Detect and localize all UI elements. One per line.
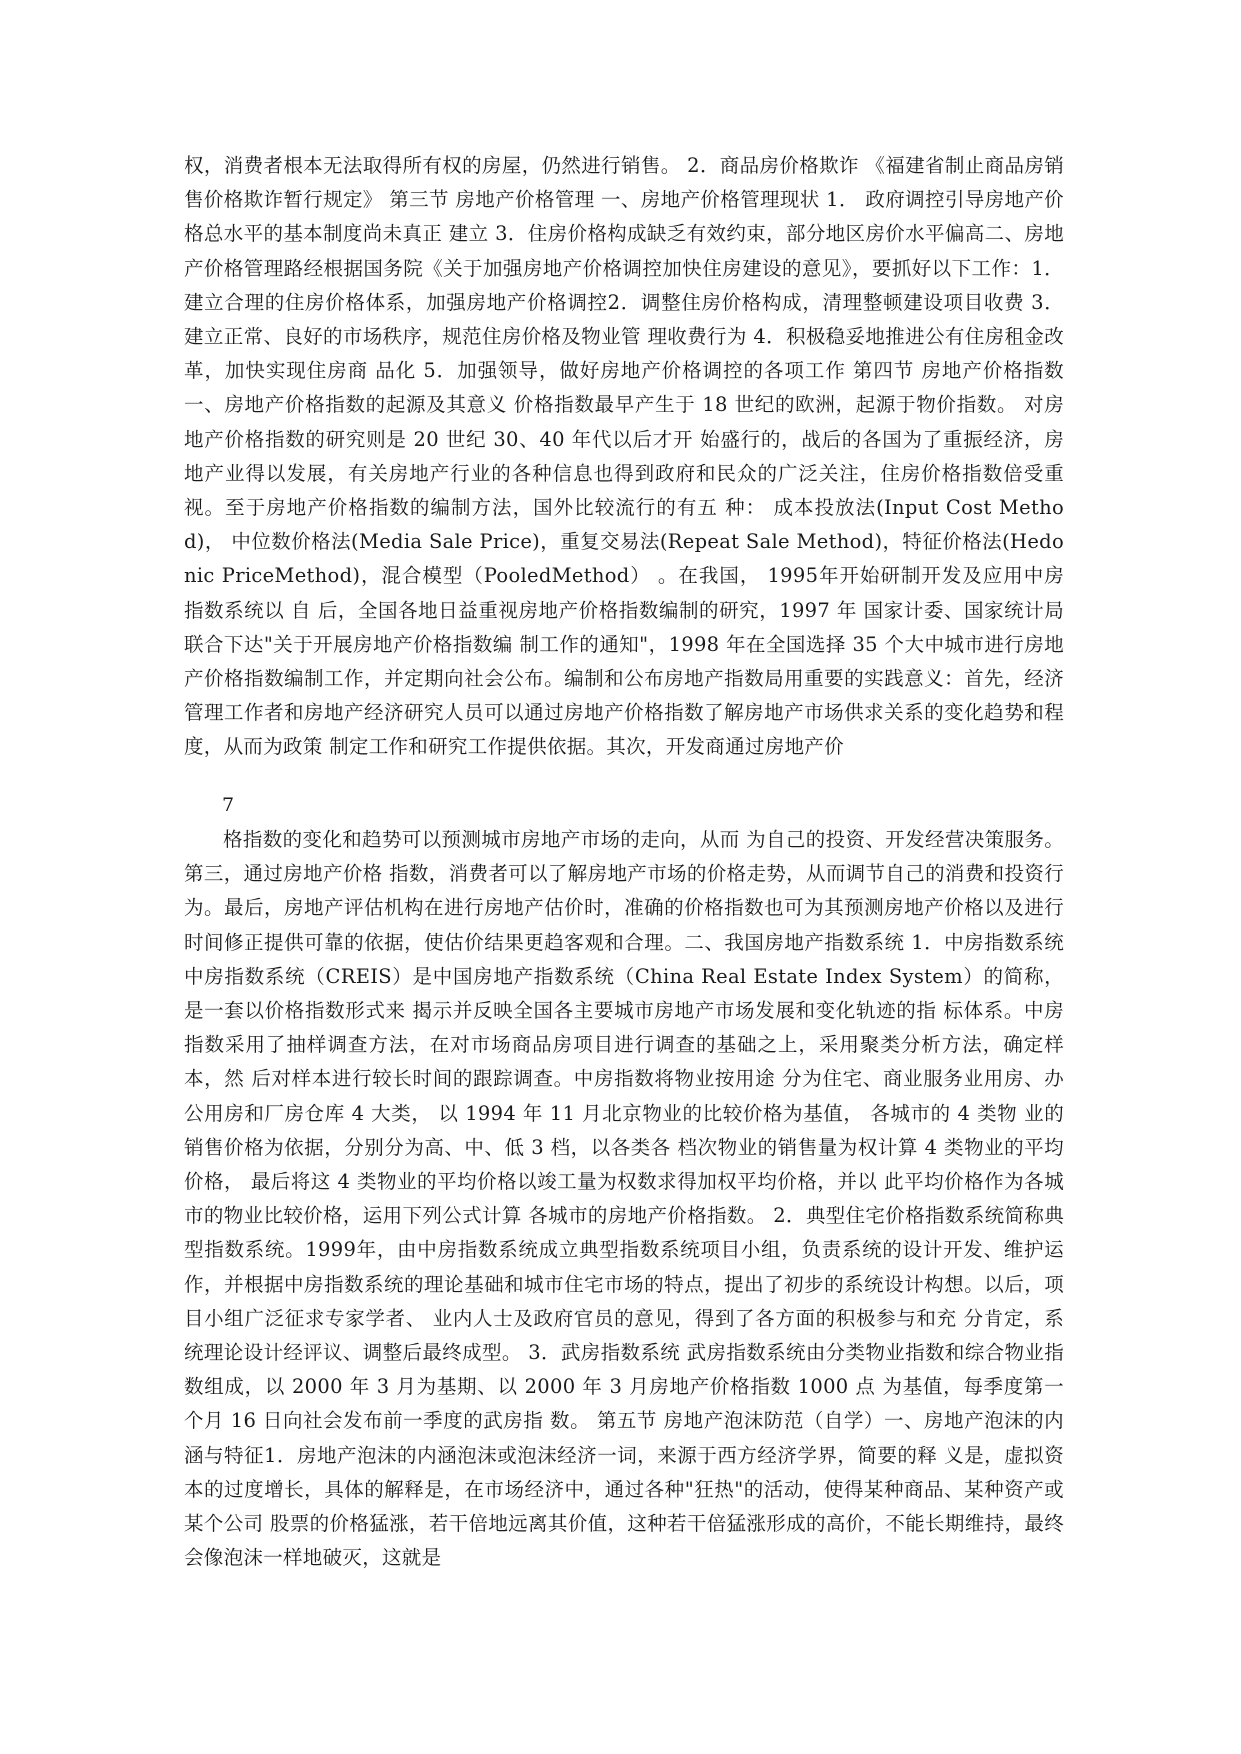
page-number: 7: [222, 794, 235, 816]
body-text-paragraph-1: 权，消费者根本无法取得所有权的房屋，仍然进行销售。 2．商品房价格欺诈 《福建省制止商品房销售价格欺诈暂行规定》 第三节 房地产价格管理 一、房地产价格管理现状 1． 政府调控引导房地产价格总水平的基本制度尚未真正 建立 3．住房价格构成缺乏有效约束，部分地区房价水平偏高二、房地产价格管理路经根据国务院《关于加强房地产价格调控加快住房建设的意见》，要抓好以下工作：1．建立合理的住房价格体系，加强房地产价格调控2．调整住房价格构成，清理整顿建设项目收费 3．建立正常、良好的市场秩序，规范住房价格及物业管 理收费行为 4．积极稳妥地推进公有住房租金改革，加快实现住房商 品化 5．加强领导，做好房地产价格调控的各项工作 第四节 房地产价格指数 一、房地产价格指数的起源及其意义 价格指数最早产生于 18 世纪的欧洲，起源于物价指数。 对房地产价格指数的研究则是 20 世纪 30、40 年代以后才开 始盛行的，战后的各国为了重振经济，房地产业得以发展，有关房地产行业的各种信息也得到政府和民众的广泛关注，住房价格指数倍受重视。至于房地产价格指数的编制方法，国外比较流行的有五 种： 成本投放法(Input Cost Method)， 中位数价格法(Media Sale Price)，重复交易法(Repeat Sale Method)，特征价格法(Hedonic PriceMethod)，混合模型（PooledMethod） 。在我国， 1995年开始研制开发及应用中房指数系统以 自 后，全国各地日益重视房地产价格指数编制的研究，1997 年 国家计委、国家统计局联合下达"关于开展房地产价格指数编 制工作的通知"，1998 年在全国选择 35 个大中城市进行房地产价格指数编制工作，并定期向社会公布。编制和公布房地产指数局用重要的实践意义：首先，经济管理工作者和房地产经济研究人员可以通过房地产价格指数了解房地产市场供求关系的变化趋势和程度，从而为政策 制定工作和研究工作提供依据。其次，开发商通过房地产价: [184, 154, 1064, 759]
body-text-paragraph-2: 格指数的变化和趋势可以预测城市房地产市场的走向，从而 为自己的投资、开发经营决策服务。第三，通过房地产价格 指数，消费者可以了解房地产市场的价格走势，从而调节自己的消费和投资行为。最后，房地产评估机构在进行房地产估价时，准确的价格指数也可为其预测房地产价格以及进行时间修正提供可靠的依据，使估价结果更趋客观和合理。二、我国房地产指数系统 1．中房指数系统 中房指数系统（CREIS）是中国房地产指数系统（China Real Estate Index System）的简称，是一套以价格指数形式来 揭示并反映全国各主要城市房地产市场发展和变化轨迹的指 标体系。中房指数采用了抽样调查方法，在对市场商品房项目进行调查的基础之上，采用聚类分析方法，确定样本，然 后对样本进行较长时间的跟踪调查。中房指数将物业按用途 分为住宅、商业服务业用房、办公用房和厂房仓库 4 大类， 以 1994 年 11 月北京物业的比较价格为基值， 各城市的 4 类物 业的销售价格为依据，分别分为高、中、低 3 档，以各类各 档次物业的销售量为权计算 4 类物业的平均价格， 最后将这 4 类物业的平均价格以竣工量为权数求得加权平均价格，并以 此平均价格作为各城市的物业比较价格，运用下列公式计算 各城市的房地产价格指数。 2．典型住宅价格指数系统简称典型指数系统。1999年，由中房指数系统成立典型指数系统项目小组，负责系统的设计开发、维护运作，并根据中房指数系统的理论基础和城市住宅市场的特点，提出了初步的系统设计构想。以后，项目小组广泛征求专家学者、 业内人士及政府官员的意见，得到了各方面的积极参与和充 分肯定，系统理论设计经评议、调整后最终成型。 3．武房指数系统 武房指数系统由分类物业指数和综合物业指数组成，以 2000 年 3 月为基期、以 2000 年 3 月房地产价格指数 1000 点 为基值，每季度第一个月 16 日向社会发布前一季度的武房指 数。 第五节 房地产泡沫防范（自学）一、房地产泡沫的内涵与特征1．房地产泡沫的内涵泡沫或泡沫经济一词，来源于西方经济学界，简要的释 义是，虚拟资本的过度增长，具体的解释是，在市场经济中，通过各种"狂热"的活动，使得某种商品、某种资产或某个公司 股票的价格猛涨，若干倍地远离其价值，这种若干倍猛涨形成的高价，不能长期维持，最终会像泡沫一样地破灭，这就是: [184, 828, 1064, 1570]
